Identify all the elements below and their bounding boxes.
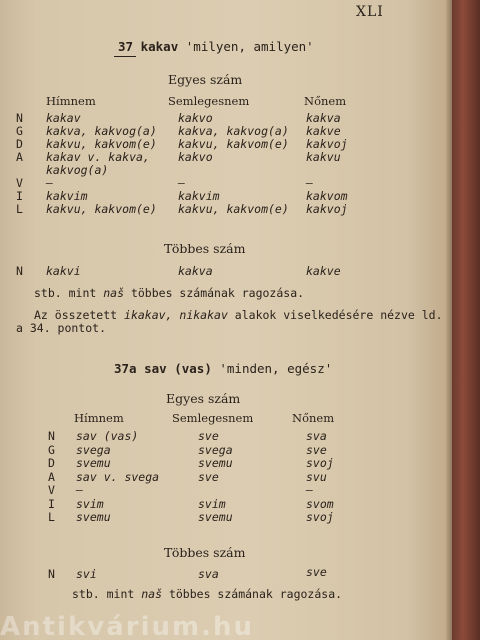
table-cell-m: sav v. svega: [76, 469, 160, 484]
col-header-masculine-2: Hímnem: [74, 411, 124, 425]
case-label: G: [48, 442, 55, 457]
watermark: Antikvárium.hu: [0, 612, 254, 640]
table-cell-m: kakav: [46, 111, 81, 125]
table-cell-m: svemu: [76, 510, 111, 524]
table-cell-n: kakvo: [178, 150, 213, 164]
table-cell-n: svemu: [198, 456, 233, 470]
case-label: N: [16, 111, 23, 125]
table-cell-f: sva: [306, 429, 327, 443]
table-cell-m: svemu: [76, 456, 111, 470]
table-cell-f: kakvoj: [306, 137, 348, 151]
section-number-2: 37a: [114, 361, 137, 376]
table-cell-m: kakvog(a): [46, 163, 109, 177]
table-cell-m: kakav v. kakva,: [46, 150, 150, 164]
plural-feminine: kakve: [306, 264, 341, 278]
table-cell-f: sve: [306, 442, 327, 457]
book-spine: [452, 0, 480, 640]
table-cell-n: svega: [198, 442, 233, 457]
table-cell-m: kakvim: [46, 189, 88, 203]
col-header-neuter-2: Semlegesnem: [172, 411, 254, 425]
section-word-2: sav (vas): [144, 361, 212, 376]
case-label: G: [16, 124, 23, 138]
table-cell-m: kakvu, kakvom(e): [46, 202, 157, 216]
case-label: A: [16, 150, 23, 164]
plural-heading: Többes szám: [164, 241, 246, 256]
table-cell-m: —: [76, 483, 83, 497]
case-label: I: [48, 496, 55, 511]
table-cell-n: —: [178, 176, 185, 190]
table-cell-n: sve: [198, 469, 219, 484]
case-label: L: [16, 202, 23, 216]
case-label: D: [16, 137, 23, 151]
table-cell-n: kakvim: [178, 189, 220, 203]
plural-masculine-2: svi: [76, 567, 97, 581]
case-label: V: [16, 176, 23, 190]
table-cell-f: svoj: [306, 510, 334, 524]
section-word: kakav: [140, 39, 179, 54]
table-cell-n: sve: [198, 429, 219, 443]
table-cell-n: svim: [198, 496, 226, 511]
table-cell-m: kakva, kakvog(a): [46, 124, 157, 138]
table-cell-n: svemu: [198, 510, 233, 524]
singular-heading: Egyes szám: [168, 72, 243, 87]
col-header-neuter: Semlegesnem: [168, 94, 250, 108]
col-header-feminine: Nőnem: [304, 94, 347, 108]
case-label: A: [48, 469, 55, 484]
plural-feminine-2: sve: [306, 565, 327, 579]
section-gloss-2: 'minden, egész': [219, 361, 333, 376]
case-label: V: [48, 483, 55, 497]
note-3: stb. mint naš többes számának ragozása.: [72, 587, 343, 601]
table-cell-f: kakva: [306, 111, 341, 125]
plural-neuter: kakva: [178, 264, 213, 278]
table-cell-f: —: [306, 176, 313, 190]
table-cell-f: svu: [306, 469, 327, 484]
plural-case-2: N: [48, 567, 55, 581]
plural-neuter-2: sva: [198, 567, 219, 581]
section-gloss: 'milyen, amilyen': [185, 39, 314, 54]
table-cell-m: svim: [76, 496, 104, 511]
case-label: I: [16, 189, 23, 203]
table-cell-f: kakvom: [306, 189, 348, 203]
table-cell-f: —: [306, 483, 313, 497]
table-cell-f: svoj: [306, 456, 334, 470]
table-cell-m: kakvu, kakvom(e): [46, 137, 157, 151]
title-underline: [114, 56, 136, 57]
table-cell-m: svega: [76, 442, 111, 457]
case-label: D: [48, 456, 55, 470]
table-cell-f: kakvoj: [306, 202, 348, 216]
note-2-line-1: Az összetett ikakav, nikakav alakok viselkedésére nézve ld.: [34, 308, 443, 322]
table-cell-n: kakvo: [178, 111, 213, 125]
case-label: N: [48, 429, 55, 443]
page-number: XLI: [356, 4, 384, 20]
plural-case: N: [16, 264, 23, 278]
case-label: L: [48, 510, 55, 524]
table-cell-n: kakvu, kakvom(e): [178, 202, 289, 216]
table-cell-n: kakvu, kakvom(e): [178, 137, 289, 151]
section-number: 37: [118, 39, 134, 54]
singular-heading-2: Egyes szám: [166, 391, 241, 406]
table-cell-n: kakva, kakvog(a): [178, 124, 289, 138]
section-title: [118, 40, 314, 53]
section-title-2: [114, 362, 332, 375]
col-header-feminine-2: Nőnem: [292, 411, 335, 425]
plural-masculine: kakvi: [46, 264, 81, 278]
plural-heading-2: Többes szám: [164, 545, 246, 560]
note-1: stb. mint naš többes számának ragozása.: [34, 286, 305, 300]
table-cell-m: —: [46, 176, 53, 190]
col-header-masculine: Hímnem: [46, 94, 96, 108]
table-cell-f: kakve: [306, 124, 341, 138]
table-cell-f: svom: [306, 496, 334, 511]
table-cell-f: kakvu: [306, 150, 341, 164]
table-cell-m: sav (vas): [76, 429, 139, 443]
note-2-line-2: a 34. pontot.: [16, 321, 107, 335]
